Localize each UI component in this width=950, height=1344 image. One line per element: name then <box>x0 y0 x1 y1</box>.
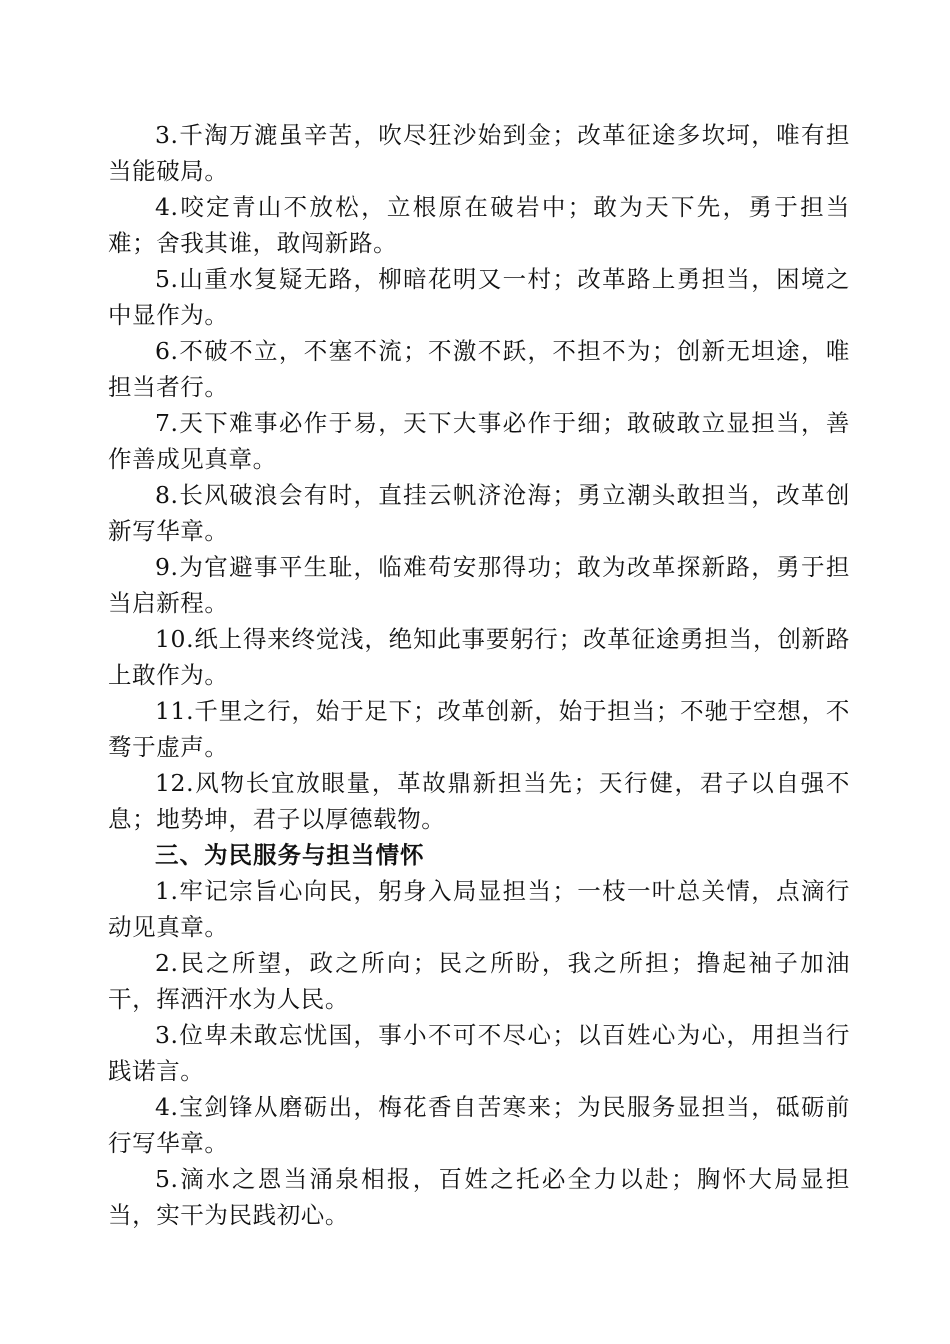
paragraph-item-10: 10.纸上得来终觉浅，绝知此事要躬行；改革征途勇担当，创新路上敢作为。 <box>108 625 850 689</box>
service-paragraph-2: 2.民之所望，政之所向；民之所盼，我之所担；撸起袖子加油干，挥洒汗水为人民。 <box>108 949 850 1013</box>
paragraph-item-8: 8.长风破浪会有时，直挂云帆济沧海；勇立潮头敢担当，改革创新写华章。 <box>108 481 850 545</box>
service-paragraph-1: 1.牢记宗旨心向民，躬身入局显担当；一枝一叶总关情，点滴行动见真章。 <box>108 877 850 941</box>
service-paragraph-4: 4.宝剑锋从磨砺出，梅花香自苦寒来；为民服务显担当，砥砺前行写华章。 <box>108 1093 850 1157</box>
service-paragraph-3: 3.位卑未敢忘忧国，事小不可不尽心；以百姓心为心，用担当行践诺言。 <box>108 1021 850 1085</box>
paragraph-item-6: 6.不破不立，不塞不流；不激不跃，不担不为；创新无坦途，唯担当者行。 <box>108 337 850 401</box>
paragraph-item-5: 5.山重水复疑无路，柳暗花明又一村；改革路上勇担当，困境之中显作为。 <box>108 265 850 329</box>
paragraph-item-4: 4.咬定青山不放松，立根原在破岩中；敢为天下先，勇于担当难；舍我其谁，敢闯新路。 <box>108 193 850 257</box>
section-heading: 三、为民服务与担当情怀 <box>155 841 425 869</box>
paragraph-item-3: 3.千淘万漉虽辛苦，吹尽狂沙始到金；改革征途多坎坷，唯有担当能破局。 <box>108 121 850 185</box>
service-paragraph-5: 5.滴水之恩当涌泉相报，百姓之托必全力以赴；胸怀大局显担当，实干为民践初心。 <box>108 1165 850 1229</box>
paragraph-item-12: 12.风物长宜放眼量，革故鼎新担当先；天行健，君子以自强不息；地势坤，君子以厚德载物。 <box>108 769 850 833</box>
document-body <box>108 117 850 1233</box>
paragraph-item-9: 9.为官避事平生耻，临难苟安那得功；敢为改革探新路，勇于担当启新程。 <box>108 553 850 617</box>
paragraph-item-11: 11.千里之行，始于足下；改革创新，始于担当；不驰于空想，不骛于虚声。 <box>108 697 850 761</box>
paragraph-item-7: 7.天下难事必作于易，天下大事必作于细；敢破敢立显担当，善作善成见真章。 <box>108 409 850 473</box>
